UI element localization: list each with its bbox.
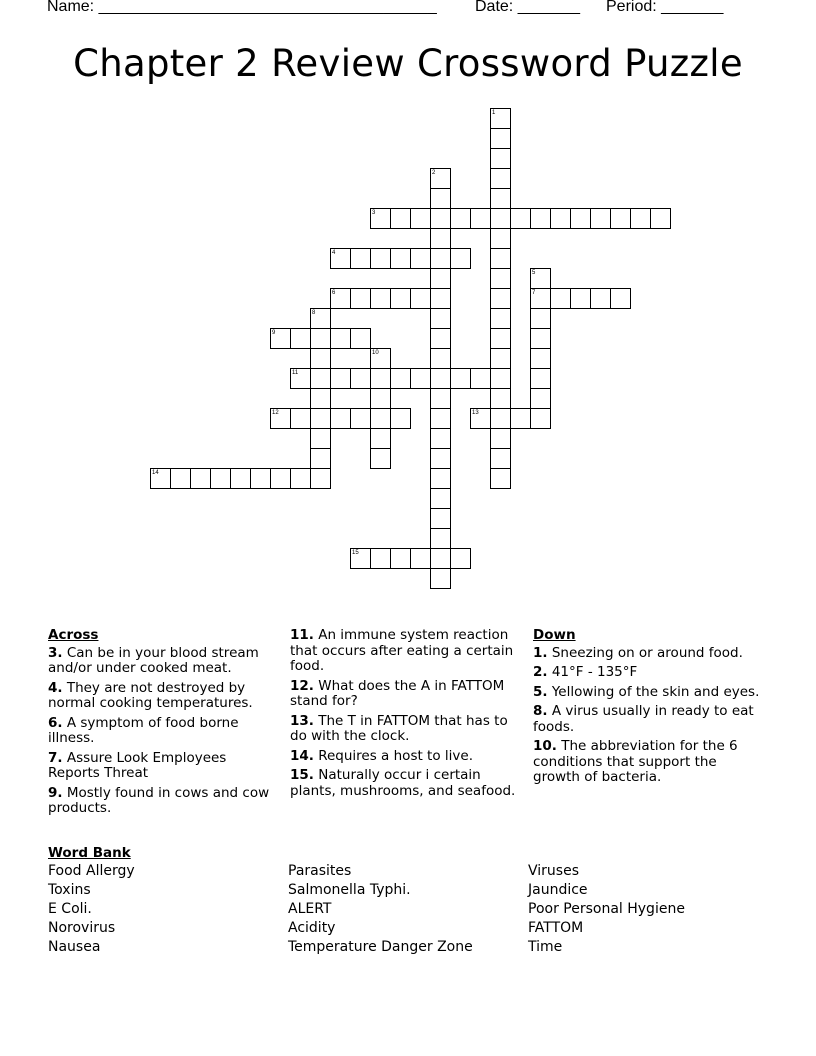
- clue-number: 10: [372, 350, 379, 356]
- crossword-cell[interactable]: [530, 408, 551, 429]
- crossword-cell[interactable]: [310, 448, 331, 469]
- clue-number: 13: [472, 410, 479, 416]
- crossword-cell[interactable]: [250, 468, 271, 489]
- clue-number: 15: [352, 550, 359, 556]
- crossword-cell[interactable]: [370, 368, 391, 389]
- crossword-cell[interactable]: [430, 428, 451, 449]
- crossword-cell[interactable]: [430, 388, 451, 409]
- crossword-cell[interactable]: [390, 368, 411, 389]
- crossword-cell[interactable]: [490, 468, 511, 489]
- crossword-cell[interactable]: [350, 248, 371, 269]
- crossword-cell[interactable]: [350, 368, 371, 389]
- crossword-cell[interactable]: [430, 508, 451, 529]
- crossword-cell[interactable]: [370, 428, 391, 449]
- word-bank-item: Temperature Danger Zone: [288, 939, 473, 955]
- crossword-cell[interactable]: [570, 288, 591, 309]
- word-bank-item: Parasites: [288, 863, 352, 879]
- clue-number: 11: [292, 370, 299, 376]
- word-bank-item: Nausea: [48, 939, 101, 955]
- crossword-cell[interactable]: [410, 208, 431, 229]
- crossword-cell[interactable]: [590, 288, 611, 309]
- clue-number: 9: [272, 330, 276, 336]
- crossword-cell[interactable]: [310, 408, 331, 429]
- crossword-cell[interactable]: [410, 288, 431, 309]
- crossword-cell[interactable]: [310, 348, 331, 369]
- word-bank-item: E Coli.: [48, 901, 92, 917]
- crossword-cell[interactable]: [310, 368, 331, 389]
- crossword-cell[interactable]: [590, 208, 611, 229]
- crossword-cell[interactable]: [430, 348, 451, 369]
- crossword-cell[interactable]: [310, 428, 331, 449]
- clue-number: 3: [372, 210, 376, 216]
- name-field[interactable]: Name: ______________________________________: [47, 0, 437, 15]
- crossword-cell[interactable]: [490, 188, 511, 209]
- crossword-cell[interactable]: [490, 428, 511, 449]
- period-field[interactable]: Period: _______: [606, 0, 724, 15]
- crossword-cell[interactable]: [490, 248, 511, 269]
- word-bank-item: Norovirus: [48, 920, 116, 936]
- clue-number: 4: [332, 250, 336, 256]
- crossword-cell[interactable]: [430, 188, 451, 209]
- crossword-cell[interactable]: [390, 408, 411, 429]
- crossword-cell[interactable]: [530, 308, 551, 329]
- clue-down-5: 5. Yellowing of the skin and eyes.: [533, 683, 760, 700]
- down-clues: [533, 628, 763, 790]
- clue-number: 5: [532, 270, 536, 276]
- crossword-cell[interactable]: [490, 408, 511, 429]
- date-field[interactable]: Date: _______: [475, 0, 580, 15]
- crossword-cell[interactable]: [550, 288, 571, 309]
- down-heading: Down: [533, 627, 576, 643]
- crossword-cell[interactable]: [490, 168, 511, 189]
- clue-across-4: 4. They are not destroyed by normal cooking temperatures.: [48, 679, 253, 711]
- crossword-cell[interactable]: [350, 408, 371, 429]
- crossword-cell[interactable]: [430, 268, 451, 289]
- crossword-cell[interactable]: [310, 468, 331, 489]
- crossword-cell[interactable]: [430, 308, 451, 329]
- crossword-cell[interactable]: [490, 348, 511, 369]
- crossword-cell[interactable]: [370, 448, 391, 469]
- crossword-cell[interactable]: [210, 468, 231, 489]
- crossword-cell[interactable]: [330, 368, 351, 389]
- clue-number: 8: [312, 310, 316, 316]
- crossword-cell[interactable]: [530, 208, 551, 229]
- clue-across-14: 14. Requires a host to live.: [290, 747, 473, 764]
- word-bank-item: Time: [528, 939, 563, 955]
- crossword-cell[interactable]: [430, 468, 451, 489]
- crossword-cell[interactable]: [370, 288, 391, 309]
- crossword-cell[interactable]: [430, 288, 451, 309]
- word-bank-item: Viruses: [528, 863, 579, 879]
- crossword-cell[interactable]: [430, 528, 451, 549]
- crossword-cell[interactable]: [530, 368, 551, 389]
- crossword-cell[interactable]: [530, 348, 551, 369]
- crossword-cell[interactable]: [370, 248, 391, 269]
- crossword-cell[interactable]: [490, 148, 511, 169]
- word-bank-col1: [48, 862, 135, 957]
- crossword-cell[interactable]: [410, 248, 431, 269]
- clue-across-6: 6. A symptom of food borne illness.: [48, 714, 239, 746]
- word-bank-item: Toxins: [48, 882, 91, 898]
- crossword-cell[interactable]: [490, 268, 511, 289]
- crossword-cell[interactable]: [370, 388, 391, 409]
- clue-number: 6: [332, 290, 336, 296]
- crossword-cell[interactable]: [390, 288, 411, 309]
- clue-across-13: 13. The T in FATTOM that has to do with the clock.: [290, 712, 508, 744]
- clue-number: 14: [152, 470, 159, 476]
- word-bank-item: Jaundice: [528, 882, 588, 898]
- word-bank-item: Salmonella Typhi.: [288, 882, 411, 898]
- clue-number: 7: [532, 290, 536, 296]
- crossword-cell[interactable]: [430, 448, 451, 469]
- crossword-cell[interactable]: [490, 308, 511, 329]
- crossword-cell[interactable]: [650, 208, 671, 229]
- crossword-cell[interactable]: [330, 328, 351, 349]
- word-bank-col2: [288, 862, 473, 957]
- crossword-cell[interactable]: [490, 368, 511, 389]
- crossword-cell[interactable]: [330, 408, 351, 429]
- word-bank-item: Acidity: [288, 920, 336, 936]
- page-title: Chapter 2 Review Crossword Puzzle: [73, 42, 743, 85]
- crossword-cell[interactable]: [490, 448, 511, 469]
- clue-number: 2: [432, 170, 436, 176]
- crossword-cell[interactable]: [450, 368, 471, 389]
- crossword-cell[interactable]: [570, 208, 591, 229]
- crossword-cell[interactable]: [450, 548, 471, 569]
- word-bank-item: ALERT: [288, 901, 332, 917]
- word-bank-item: Poor Personal Hygiene: [528, 901, 685, 917]
- crossword-cell[interactable]: [430, 248, 451, 269]
- crossword-cell[interactable]: [430, 208, 451, 229]
- crossword-cell[interactable]: [430, 408, 451, 429]
- crossword-cell[interactable]: [190, 468, 211, 489]
- clue-across-3: 3. Can be in your blood stream and/or under cooked meat.: [48, 644, 259, 676]
- crossword-cell[interactable]: [410, 368, 431, 389]
- crossword-cell[interactable]: [230, 468, 251, 489]
- clue-down-2: 2. 41°F - 135°F: [533, 664, 638, 680]
- crossword-cell[interactable]: [490, 288, 511, 309]
- crossword-cell[interactable]: [490, 228, 511, 249]
- crossword-cell[interactable]: [490, 208, 511, 229]
- crossword-cell[interactable]: [290, 408, 311, 429]
- crossword-cell[interactable]: [390, 208, 411, 229]
- crossword-cell[interactable]: [450, 208, 471, 229]
- crossword-cell[interactable]: [430, 488, 451, 509]
- crossword-cell[interactable]: [470, 208, 491, 229]
- clue-across-9: 9. Mostly found in cows and cow products.: [48, 784, 270, 816]
- across-clues-col1: [48, 628, 273, 821]
- clue-across-12: 12. What does the A in FATTOM stand for?: [290, 677, 505, 709]
- crossword-cell[interactable]: [530, 328, 551, 349]
- word-bank-heading: Word Bank: [48, 845, 131, 861]
- crossword-cell[interactable]: [310, 328, 331, 349]
- crossword-cell[interactable]: [630, 208, 651, 229]
- clue-down-1: 1. Sneezing on or around food.: [533, 644, 743, 661]
- clue-across-11: 11. An immune system reaction that occurs after eating a certain food.: [290, 627, 514, 674]
- crossword-cell[interactable]: [370, 408, 391, 429]
- crossword-cell[interactable]: [490, 328, 511, 349]
- crossword-cell[interactable]: [350, 328, 371, 349]
- word-bank-col3: [528, 862, 685, 957]
- crossword-cell[interactable]: [290, 468, 311, 489]
- crossword-cell[interactable]: [410, 548, 431, 569]
- crossword-cell[interactable]: [430, 228, 451, 249]
- crossword-cell[interactable]: [390, 548, 411, 569]
- clue-number: 1: [492, 110, 496, 116]
- crossword-cell[interactable]: [510, 408, 531, 429]
- crossword-cell[interactable]: [430, 328, 451, 349]
- crossword-cell[interactable]: [430, 368, 451, 389]
- clue-across-15: 15. Naturally occur i certain plants, mushrooms, and seafood.: [290, 767, 516, 799]
- across-clues-col2: [290, 628, 520, 803]
- crossword-cell[interactable]: [470, 368, 491, 389]
- crossword-cell[interactable]: [430, 548, 451, 569]
- crossword-cell[interactable]: [530, 388, 551, 409]
- word-bank-item: Food Allergy: [48, 863, 135, 879]
- word-bank-item: FATTOM: [528, 920, 584, 936]
- crossword-cell[interactable]: [290, 328, 311, 349]
- crossword-cell[interactable]: [450, 248, 471, 269]
- crossword-cell[interactable]: [390, 248, 411, 269]
- crossword-cell[interactable]: [430, 568, 451, 589]
- crossword-cell[interactable]: [490, 388, 511, 409]
- clue-down-8: 8. A virus usually in ready to eat foods.: [533, 703, 754, 735]
- crossword-cell[interactable]: [610, 288, 631, 309]
- crossword-cell[interactable]: [370, 548, 391, 569]
- clue-across-7: 7. Assure Look Employees Reports Threat: [48, 749, 227, 781]
- crossword-cell[interactable]: [350, 288, 371, 309]
- clue-down-10: 10. The abbreviation for the 6 conditions that support the growth of bacteria.: [533, 738, 738, 785]
- crossword-cell[interactable]: [490, 128, 511, 149]
- crossword-cell[interactable]: [610, 208, 631, 229]
- crossword-cell[interactable]: [550, 208, 571, 229]
- clue-number: 12: [272, 410, 279, 416]
- crossword-cell[interactable]: [510, 208, 531, 229]
- across-heading: Across: [48, 627, 99, 643]
- crossword-cell[interactable]: [170, 468, 191, 489]
- crossword-cell[interactable]: [270, 468, 291, 489]
- crossword-cell[interactable]: [310, 388, 331, 409]
